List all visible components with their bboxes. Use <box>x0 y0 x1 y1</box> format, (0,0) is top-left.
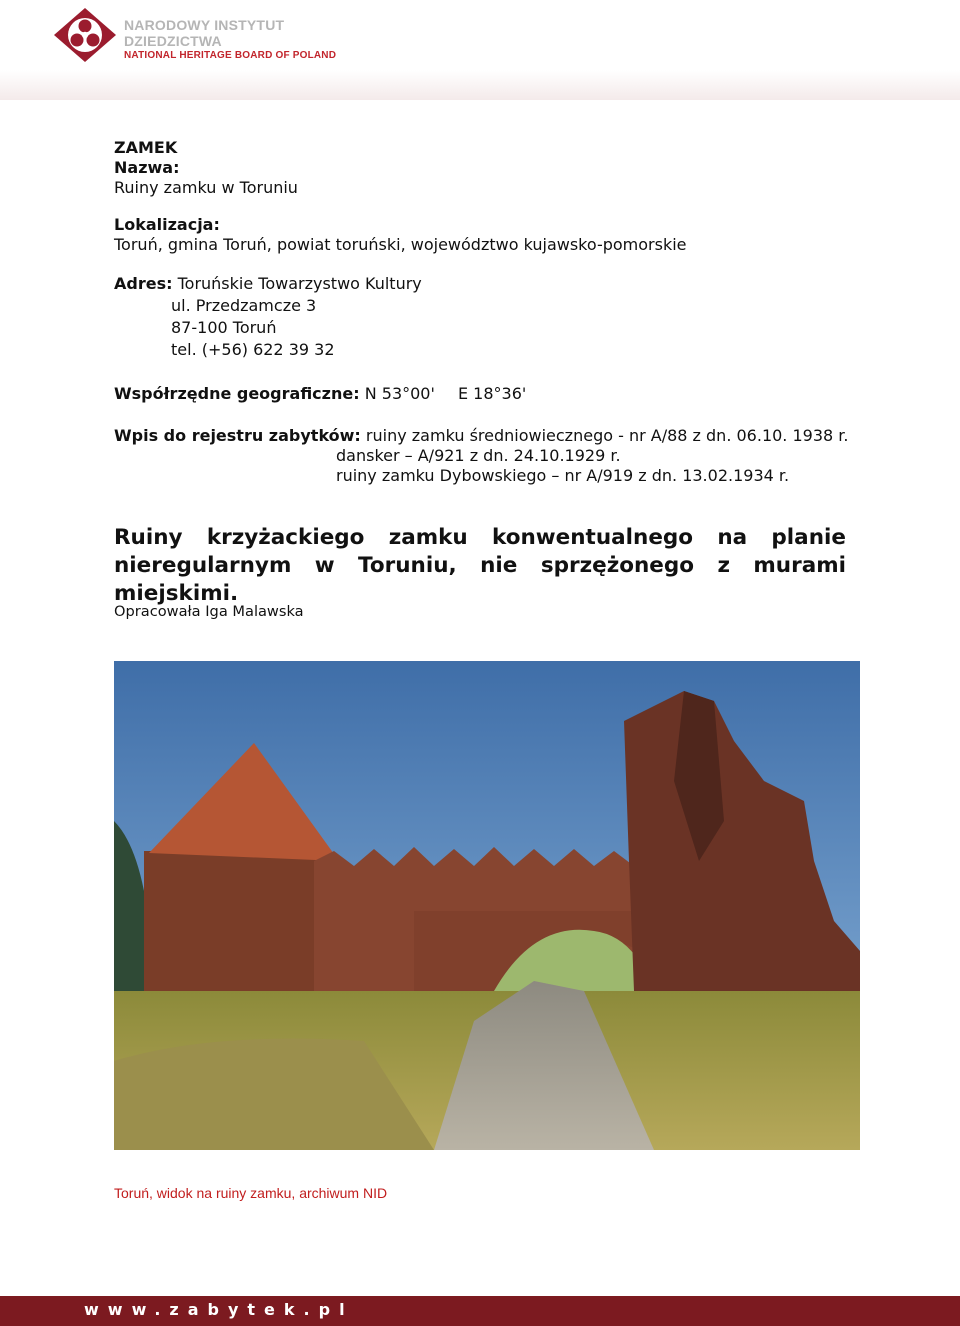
castle-ruins-photo <box>114 661 860 1150</box>
register-label: Wpis do rejestru zabytków: <box>114 426 361 445</box>
location-value: Toruń, gmina Toruń, powiat toruński, województwo kujawsko-pomorskie <box>114 235 687 254</box>
description-line2: nieregularnym w Toruniu, nie sprzężonego z murami miejskimi. <box>114 553 846 606</box>
description-word: na <box>717 525 748 550</box>
coordinates-north: N 53°00' <box>364 384 435 403</box>
address-block <box>114 274 422 360</box>
description-word: Ruiny <box>114 525 183 550</box>
coordinates-label: Współrzędne geograficzne: <box>114 384 360 403</box>
page-header <box>0 0 960 100</box>
org-name-line2: DZIEDZICTWA <box>124 32 222 49</box>
description-word: zamku <box>388 525 468 550</box>
nid-logo-icon <box>52 6 118 64</box>
description-word: konwentualnego <box>492 525 694 550</box>
location-label: Lokalizacja: <box>114 215 220 234</box>
description-word: krzyżackiego <box>206 525 365 550</box>
address-line: Toruńskie Towarzystwo Kultury <box>177 274 422 293</box>
website-link[interactable]: www.zabytek.pl <box>84 1300 354 1319</box>
description-line1 <box>114 524 846 552</box>
location-block <box>114 215 687 255</box>
org-name-line1: NARODOWY INSTYTUT <box>124 17 285 33</box>
org-name-english: NATIONAL HERITAGE BOARD OF POLAND <box>124 50 337 62</box>
description <box>114 524 846 608</box>
photo-caption: Toruń, widok na ruiny zamku, archiwum NID <box>114 1185 388 1201</box>
coordinates-block <box>114 384 526 404</box>
organization-name <box>124 18 336 62</box>
address-line: ul. Przedzamcze 3 <box>171 296 317 315</box>
page-footer <box>0 1296 960 1326</box>
name-value: Ruiny zamku w Toruniu <box>114 178 298 197</box>
record-type: ZAMEK <box>114 138 178 157</box>
register-block <box>114 426 848 486</box>
author: Opracowała Iga Malawska <box>114 603 304 620</box>
register-entry: dansker – A/921 z dn. 24.10.1929 r. <box>336 446 621 465</box>
register-entry: ruiny zamku średniowiecznego - nr A/88 z dn. 06.10. 1938 r. <box>365 426 849 445</box>
register-entry: ruiny zamku Dybowskiego – nr A/919 z dn. 13.02.1934 r. <box>336 466 790 485</box>
name-block <box>114 138 298 198</box>
address-line: tel. (+56) 622 39 32 <box>171 340 335 359</box>
description-word: planie <box>771 525 846 550</box>
name-label: Nazwa: <box>114 158 180 177</box>
address-label: Adres: <box>114 274 173 293</box>
address-line: 87-100 Toruń <box>171 318 277 337</box>
coordinates-east: E 18°36' <box>457 384 527 403</box>
